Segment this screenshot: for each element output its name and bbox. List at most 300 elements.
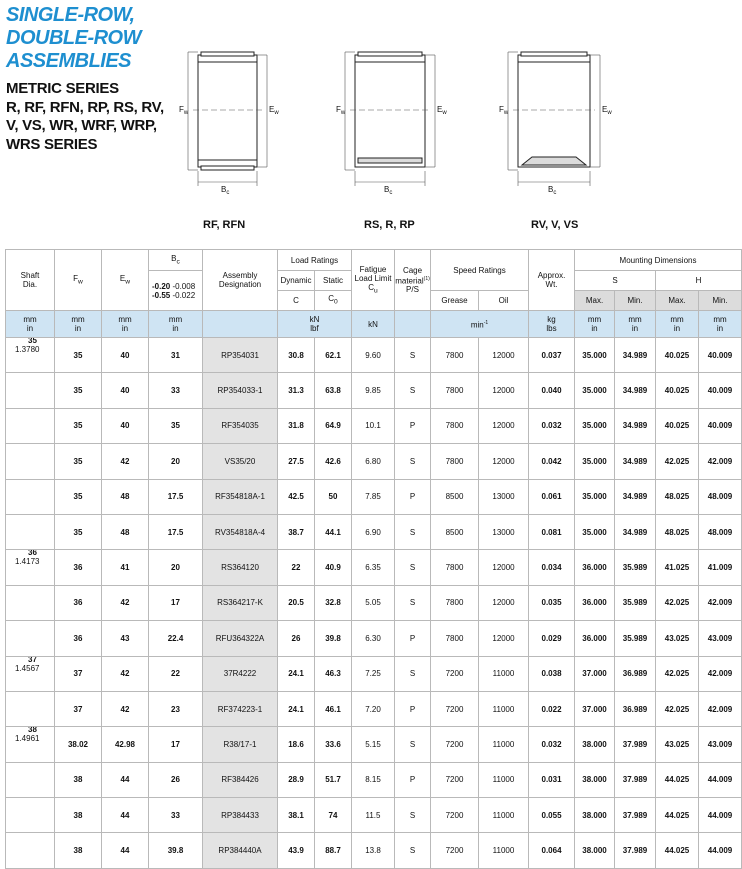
- table-body: [6, 338, 742, 869]
- fw-label-text: F: [499, 105, 504, 114]
- shaft-dia-mm: 36: [28, 549, 37, 558]
- h-max-cell: 42.025: [656, 656, 699, 691]
- s-min-cell: 36.989: [615, 691, 656, 726]
- col-bc: [149, 250, 203, 271]
- unit-mm: mm: [23, 315, 37, 324]
- h-max-cell: 44.025: [656, 833, 699, 868]
- fatigue-limit-cell: 5.15: [352, 727, 395, 762]
- bc-label-sub: c: [226, 190, 230, 196]
- fw-cell: 35: [55, 338, 102, 373]
- h-min-cell: 42.009: [699, 656, 742, 691]
- h-max-cell: 43.025: [656, 727, 699, 762]
- assembly-label-2: Designation: [218, 280, 262, 289]
- approx-label: Approx.: [537, 271, 566, 280]
- bc-cell: 22.4: [149, 621, 203, 656]
- bc-cell: 23: [149, 691, 203, 726]
- assembly-label: Assembly: [222, 271, 258, 280]
- fw-cell: 38: [55, 798, 102, 833]
- weight-cell: 0.064: [529, 833, 575, 868]
- unit-in: in: [716, 324, 724, 333]
- col-assembly-designation: [203, 250, 278, 311]
- grease-speed-cell: 7800: [431, 621, 479, 656]
- cage-material-cell: P: [395, 408, 431, 443]
- bc-cell: 22: [149, 656, 203, 691]
- approx-label-2: Wt.: [545, 280, 558, 289]
- unit-mm: mm: [118, 315, 132, 324]
- fw-header: F: [73, 273, 79, 283]
- designation-cell: RFU364322A: [203, 621, 278, 656]
- weight-cell: 0.055: [529, 798, 575, 833]
- shaft-dia-cell: [6, 514, 55, 549]
- shaft-dia-cell: [6, 762, 55, 797]
- shaft-dia-cell: [6, 444, 55, 479]
- dynamic-rating-cell: 24.1: [278, 656, 315, 691]
- s-max-cell: 35.000: [575, 408, 615, 443]
- ew-label: [269, 105, 279, 116]
- grease-speed-cell: 8500: [431, 514, 479, 549]
- dynamic-rating-cell: 20.5: [278, 585, 315, 620]
- unit-designation: [203, 311, 278, 338]
- static-rating-cell: 88.7: [315, 833, 352, 868]
- table-row: [6, 798, 742, 833]
- oil-speed-cell: 12000: [479, 444, 529, 479]
- h-max-cell: 42.025: [656, 585, 699, 620]
- grease-speed-cell: 7200: [431, 798, 479, 833]
- series-line: V, VS, WR, WRF, WRP,: [6, 117, 157, 134]
- grease-speed-cell: 7800: [431, 338, 479, 373]
- table-row: [6, 550, 742, 585]
- table-header: [6, 250, 742, 338]
- col-s-max: Max.: [575, 291, 615, 311]
- bc-cell: 17: [149, 727, 203, 762]
- h-max-cell: 40.025: [656, 338, 699, 373]
- col-s-min: Min.: [615, 291, 656, 311]
- unit-in: in: [121, 324, 129, 333]
- shaft-dia-cell: [6, 373, 55, 408]
- table-row: [6, 585, 742, 620]
- unit-lbs: lbs: [546, 324, 557, 333]
- cage-material-cell: S: [395, 833, 431, 868]
- diagram-caption: RF, RFN: [203, 219, 246, 231]
- weight-cell: 0.022: [529, 691, 575, 726]
- bc-tol1: -0.20: [152, 281, 171, 291]
- cage-material-cell: S: [395, 550, 431, 585]
- weight-cell: 0.029: [529, 621, 575, 656]
- ew-cell: 41: [102, 550, 149, 585]
- bc-tol2-in: -0.022: [172, 290, 196, 300]
- s-min-cell: 37.989: [615, 762, 656, 797]
- bc-label: [221, 185, 229, 196]
- shaft-dia-in: 1.4567: [15, 663, 40, 673]
- designation-cell: VS35/20: [203, 444, 278, 479]
- fw-label: [179, 105, 189, 116]
- shaft-dia-mm: 35: [28, 337, 37, 345]
- unit-mm: mm: [670, 315, 684, 324]
- fw-label-sub: w: [340, 110, 346, 116]
- table-row: [6, 621, 742, 656]
- fw-cell: 36: [55, 585, 102, 620]
- unit-min: min: [470, 320, 484, 330]
- s-min-cell: 37.989: [615, 833, 656, 868]
- fatigue-limit-cell: 11.5: [352, 798, 395, 833]
- fw-label-sub: w: [503, 110, 509, 116]
- ew-cell: 40: [102, 338, 149, 373]
- weight-cell: 0.038: [529, 656, 575, 691]
- fatigue-limit-cell: 8.15: [352, 762, 395, 797]
- unit-in: in: [631, 324, 639, 333]
- unit-in: in: [673, 324, 681, 333]
- fatigue-limit-cell: 6.35: [352, 550, 395, 585]
- section-title: [6, 4, 141, 73]
- table-row: [6, 444, 742, 479]
- h-min-cell: 42.009: [699, 691, 742, 726]
- grease-speed-cell: 8500: [431, 479, 479, 514]
- series-line: R, RF, RFN, RP, RS, RV,: [6, 98, 164, 116]
- weight-cell: 0.034: [529, 550, 575, 585]
- h-max-cell: 48.025: [656, 514, 699, 549]
- ew-cell: 42.98: [102, 727, 149, 762]
- h-min-cell: 44.009: [699, 833, 742, 868]
- s-min-cell: 34.989: [615, 514, 656, 549]
- fatigue-label-3: C: [368, 282, 375, 292]
- dynamic-rating-cell: 43.9: [278, 833, 315, 868]
- col-static: Static: [315, 271, 352, 291]
- ew-cell: 42: [102, 585, 149, 620]
- s-min-cell: 34.989: [615, 408, 656, 443]
- bc-label-sub: c: [389, 190, 393, 196]
- fw-cell: 36: [55, 550, 102, 585]
- weight-cell: 0.031: [529, 762, 575, 797]
- bc-cell: 17.5: [149, 479, 203, 514]
- designation-cell: RP384440A: [203, 833, 278, 868]
- unit-lbf: lbf: [310, 324, 319, 333]
- col-co: [315, 291, 352, 311]
- static-rating-cell: 63.8: [315, 373, 352, 408]
- oil-speed-cell: 11000: [479, 762, 529, 797]
- h-min-cell: 42.009: [699, 585, 742, 620]
- cage-material-cell: S: [395, 727, 431, 762]
- bc-header-sub: c: [176, 258, 180, 266]
- speed-ratings-header: Speed Ratings: [431, 250, 529, 291]
- h-min-cell: 43.009: [699, 621, 742, 656]
- title-line: DOUBLE-ROW: [6, 27, 141, 49]
- shaft-dia-in: 1.3780: [15, 345, 40, 354]
- shaft-dia-cell: [6, 585, 55, 620]
- fw-cell: 35: [55, 479, 102, 514]
- cage-label: Cage: [402, 265, 423, 275]
- weight-cell: 0.042: [529, 444, 575, 479]
- ew-cell: 44: [102, 798, 149, 833]
- bc-cell: 17: [149, 585, 203, 620]
- grease-speed-cell: 7200: [431, 833, 479, 868]
- designation-cell: RP384433: [203, 798, 278, 833]
- title-line: ASSEMBLIES: [6, 50, 132, 72]
- diagram-caption: RS, R, RP: [364, 219, 415, 231]
- s-max-cell: 36.000: [575, 621, 615, 656]
- h-max-cell: 40.025: [656, 373, 699, 408]
- designation-cell: RV354818A-4: [203, 514, 278, 549]
- s-min-cell: 34.989: [615, 444, 656, 479]
- dynamic-rating-cell: 38.1: [278, 798, 315, 833]
- fw-label: [336, 105, 346, 116]
- fatigue-limit-cell: 6.30: [352, 621, 395, 656]
- s-min-cell: 34.989: [615, 338, 656, 373]
- bc-cell: 39.8: [149, 833, 203, 868]
- ew-header: E: [119, 273, 126, 283]
- unit-h-min: [699, 311, 742, 338]
- h-min-cell: 40.009: [699, 408, 742, 443]
- unit-speed: [431, 311, 529, 338]
- table-row: [6, 762, 742, 797]
- bc-cell: 26: [149, 762, 203, 797]
- col-oil: Oil: [479, 291, 529, 311]
- fw-label-text: F: [336, 105, 341, 114]
- dynamic-rating-cell: 18.6: [278, 727, 315, 762]
- fatigue-limit-cell: 10.1: [352, 408, 395, 443]
- h-min-cell: 41.009: [699, 550, 742, 585]
- fatigue-limit-cell: 5.05: [352, 585, 395, 620]
- ew-cell: 42: [102, 656, 149, 691]
- static-rating-cell: 51.7: [315, 762, 352, 797]
- col-h-max: Max.: [656, 291, 699, 311]
- h-max-cell: 42.025: [656, 691, 699, 726]
- s-min-cell: 37.989: [615, 727, 656, 762]
- ew-label-sub: w: [607, 110, 612, 116]
- ew-cell: 43: [102, 621, 149, 656]
- col-approx-weight: [529, 250, 575, 311]
- fatigue-limit-cell: 7.85: [352, 479, 395, 514]
- s-min-cell: 36.989: [615, 656, 656, 691]
- h-min-cell: 42.009: [699, 444, 742, 479]
- ew-cell: 44: [102, 762, 149, 797]
- fw-cell: 37: [55, 656, 102, 691]
- fw-cell: 35: [55, 373, 102, 408]
- oil-speed-cell: 11000: [479, 656, 529, 691]
- co-header: C: [328, 294, 335, 304]
- cage-material-cell: P: [395, 621, 431, 656]
- col-dynamic: Dynamic: [278, 271, 315, 291]
- h-max-cell: 44.025: [656, 762, 699, 797]
- designation-cell: RF384426: [203, 762, 278, 797]
- unit-in: in: [26, 324, 34, 333]
- unit-mm: mm: [71, 315, 85, 324]
- s-min-cell: 35.989: [615, 621, 656, 656]
- col-s: S: [575, 271, 656, 291]
- shaft-dia-cell: [6, 691, 55, 726]
- fw-cell: 37: [55, 691, 102, 726]
- s-min-cell: 37.989: [615, 798, 656, 833]
- col-h: H: [656, 271, 742, 291]
- unit-weight: [529, 311, 575, 338]
- fw-header-sub: w: [78, 278, 83, 286]
- fw-label-sub: w: [183, 110, 189, 116]
- s-max-cell: 35.000: [575, 373, 615, 408]
- fatigue-limit-cell: 9.60: [352, 338, 395, 373]
- grease-speed-cell: 7800: [431, 408, 479, 443]
- s-max-cell: 35.000: [575, 338, 615, 373]
- ew-label-sub: w: [274, 110, 279, 116]
- h-min-cell: 44.009: [699, 798, 742, 833]
- oil-speed-cell: 12000: [479, 373, 529, 408]
- co-header-sub: 0: [334, 298, 338, 306]
- ew-cell: 44: [102, 833, 149, 868]
- shaft-dia-cell: [6, 621, 55, 656]
- ew-label: [437, 105, 447, 116]
- ew-cell: 48: [102, 479, 149, 514]
- grease-speed-cell: 7200: [431, 656, 479, 691]
- shaft-label: Shaft: [20, 271, 40, 280]
- unit-bc: [149, 311, 203, 338]
- col-c: C: [278, 291, 315, 311]
- dynamic-rating-cell: 31.8: [278, 408, 315, 443]
- static-rating-cell: 40.9: [315, 550, 352, 585]
- s-max-cell: 37.000: [575, 656, 615, 691]
- fatigue-limit-cell: 13.8: [352, 833, 395, 868]
- bearing-diagram-rf: [165, 40, 315, 205]
- bc-header: B: [171, 253, 177, 263]
- s-max-cell: 35.000: [575, 479, 615, 514]
- h-min-cell: 43.009: [699, 727, 742, 762]
- oil-speed-cell: 13000: [479, 514, 529, 549]
- static-rating-cell: 46.1: [315, 691, 352, 726]
- fw-cell: 35: [55, 444, 102, 479]
- bearing-spec-table: [5, 249, 742, 869]
- title-line: SINGLE-ROW,: [6, 4, 135, 26]
- col-fatigue-load-limit: [352, 250, 395, 311]
- col-cage-material: [395, 250, 431, 311]
- s-max-cell: 38.000: [575, 762, 615, 797]
- oil-speed-cell: 11000: [479, 833, 529, 868]
- table-row: [6, 479, 742, 514]
- table-row: [6, 833, 742, 868]
- s-max-cell: 36.000: [575, 550, 615, 585]
- grease-speed-cell: 7200: [431, 727, 479, 762]
- fatigue-label-sub: u: [374, 287, 378, 295]
- bc-tol2: -0.55: [152, 290, 171, 300]
- static-rating-cell: 33.6: [315, 727, 352, 762]
- catalog-header: [0, 0, 742, 250]
- h-max-cell: 42.025: [656, 444, 699, 479]
- unit-shaft: [6, 311, 55, 338]
- bc-cell: 17.5: [149, 514, 203, 549]
- grease-speed-cell: 7800: [431, 444, 479, 479]
- static-rating-cell: 50: [315, 479, 352, 514]
- unit-s-min: [615, 311, 656, 338]
- shaft-dia-cell: [6, 833, 55, 868]
- series-list: [6, 80, 164, 154]
- dynamic-rating-cell: 24.1: [278, 691, 315, 726]
- ew-label-sub: w: [442, 110, 447, 116]
- fw-cell: 38: [55, 762, 102, 797]
- cage-material-cell: S: [395, 656, 431, 691]
- grease-speed-cell: 7200: [431, 762, 479, 797]
- s-max-cell: 35.000: [575, 444, 615, 479]
- fatigue-label: Fatigue: [359, 264, 387, 274]
- unit-min-sup: -1: [483, 319, 489, 326]
- grease-speed-cell: 7800: [431, 373, 479, 408]
- bc-cell: 20: [149, 444, 203, 479]
- series-line: METRIC SERIES: [6, 80, 119, 97]
- fw-label: [499, 105, 509, 116]
- ew-header-sub: w: [125, 278, 131, 286]
- shaft-dia-cell: [6, 479, 55, 514]
- fatigue-limit-cell: 7.25: [352, 656, 395, 691]
- bc-label: [384, 185, 392, 196]
- cage-footnote: (1): [423, 275, 430, 282]
- fatigue-limit-cell: 7.20: [352, 691, 395, 726]
- designation-cell: RS364120: [203, 550, 278, 585]
- designation-cell: R38/17-1: [203, 727, 278, 762]
- designation-cell: RP354031: [203, 338, 278, 373]
- bearing-diagram-rs: [322, 40, 472, 205]
- unit-load: [278, 311, 352, 338]
- ew-cell: 40: [102, 408, 149, 443]
- dynamic-rating-cell: 30.8: [278, 338, 315, 373]
- h-min-cell: 40.009: [699, 373, 742, 408]
- unit-cage: [395, 311, 431, 338]
- ew-cell: 42: [102, 444, 149, 479]
- h-max-cell: 41.025: [656, 550, 699, 585]
- mounting-dimensions-header: Mounting Dimensions: [575, 250, 742, 271]
- weight-cell: 0.037: [529, 338, 575, 373]
- oil-speed-cell: 12000: [479, 550, 529, 585]
- static-rating-cell: 74: [315, 798, 352, 833]
- cage-material-cell: P: [395, 479, 431, 514]
- designation-cell: RF374223-1: [203, 691, 278, 726]
- designation-cell: RF354818A-1: [203, 479, 278, 514]
- unit-s-max: [575, 311, 615, 338]
- table-row: [6, 727, 742, 762]
- col-h-min: Min.: [699, 291, 742, 311]
- cage-material-cell: P: [395, 691, 431, 726]
- fatigue-limit-cell: 6.90: [352, 514, 395, 549]
- fw-cell: 35: [55, 408, 102, 443]
- bc-label-text: B: [221, 185, 227, 194]
- s-max-cell: 35.000: [575, 514, 615, 549]
- bearing-diagram-rv: [490, 40, 640, 205]
- shaft-label-2: Dia.: [22, 280, 38, 289]
- bc-label-text: B: [384, 185, 390, 194]
- bc-cell: 33: [149, 798, 203, 833]
- ew-label: [602, 105, 612, 116]
- dynamic-rating-cell: 26: [278, 621, 315, 656]
- oil-speed-cell: 11000: [479, 727, 529, 762]
- weight-cell: 0.032: [529, 727, 575, 762]
- col-grease: Grease: [431, 291, 479, 311]
- s-max-cell: 38.000: [575, 798, 615, 833]
- unit-kn: kN: [309, 315, 320, 324]
- table-row: [6, 408, 742, 443]
- static-rating-cell: 64.9: [315, 408, 352, 443]
- oil-speed-cell: 12000: [479, 621, 529, 656]
- cage-material-cell: S: [395, 514, 431, 549]
- table-row: [6, 691, 742, 726]
- fatigue-limit-cell: 6.80: [352, 444, 395, 479]
- shaft-dia-cell: [6, 338, 55, 373]
- fw-cell: 38: [55, 833, 102, 868]
- ew-cell: 40: [102, 373, 149, 408]
- bc-tolerance: [149, 271, 203, 311]
- unit-in: in: [74, 324, 82, 333]
- unit-in: in: [591, 324, 598, 333]
- units-row: [6, 311, 742, 338]
- bc-cell: 31: [149, 338, 203, 373]
- s-max-cell: 37.000: [575, 691, 615, 726]
- static-rating-cell: 39.8: [315, 621, 352, 656]
- col-fw: [55, 250, 102, 311]
- bc-cell: 35: [149, 408, 203, 443]
- h-max-cell: 44.025: [656, 798, 699, 833]
